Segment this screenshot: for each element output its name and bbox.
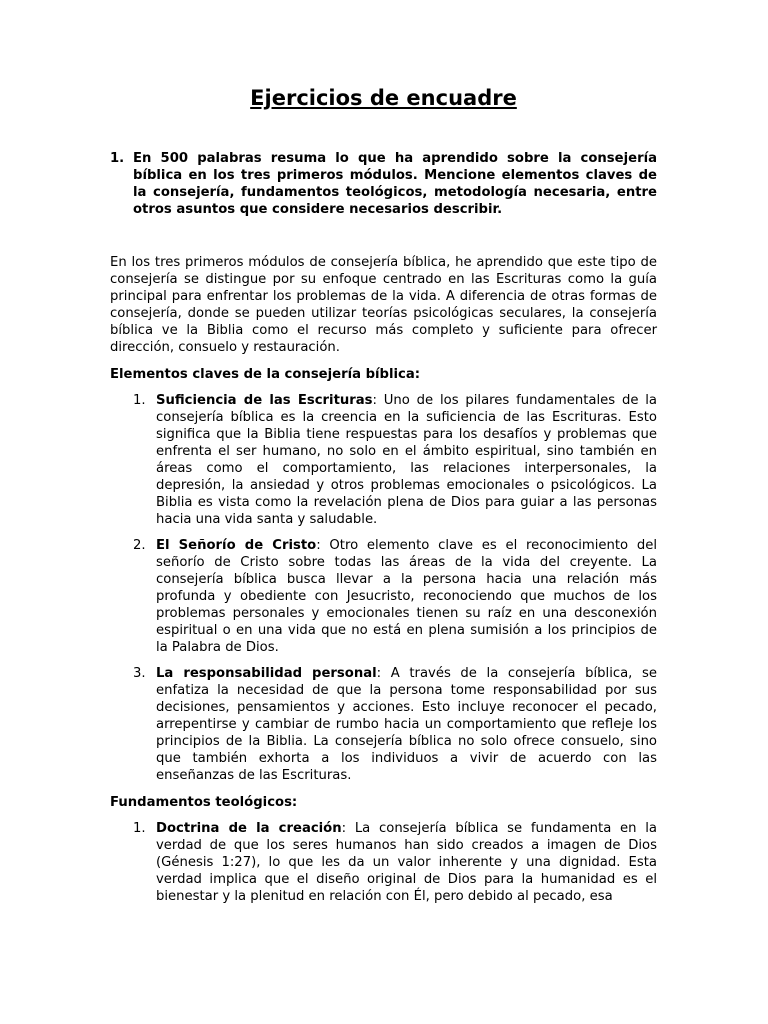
- intro-paragraph: En los tres primeros módulos de consejería bíblica, he aprendido que este tipo de consejería se distingue por su enfoque centrado en las Escrituras como la guía principal para enfrentar los problemas de la vida. A diferencia de otras formas de consejería, donde se pueden utilizar teorías psicológicas seculares, la consejería bíblica ve la Biblia como el recurso más completo y suficiente para ofrecer dirección, consuelo y restauración.: [110, 255, 657, 355]
- elements-list: [110, 392, 657, 784]
- document-title: Ejercicios de encuadre: [250, 86, 517, 110]
- list-item: [110, 665, 657, 784]
- list-item-term: La responsabilidad personal: [156, 666, 377, 681]
- elements-heading: Elementos claves de la consejería bíblica:: [110, 367, 421, 382]
- list-item-text: : Otro elemento clave es el reconocimiento del señorío de Cristo sobre todas las áreas de la vida del creyente. La consejería bíblica busca llevar a la persona hacia una relación más profunda y obediente con Jesucristo, reconociendo que muchos de los problemas personales y emocionales tienen su raíz en una desconexión espiritual o en una vida que no está en plena sumisión a los principios de la Palabra de Dios.: [156, 538, 658, 655]
- question-list: [110, 150, 657, 218]
- list-item: [110, 392, 657, 528]
- list-item-number: 1.: [133, 821, 146, 836]
- list-item-number: 2.: [133, 538, 146, 553]
- list-item-text: : A través de la consejería bíblica, se enfatiza la necesidad de que la persona tome responsabilidad por sus decisiones, pensamientos y acciones. Esto incluye reconocer el pecado, arrepentirse y cambiar de rumbo hacia un comportamiento que refleje los principios de la Biblia. La consejería bíblica no solo ofrece consuelo, sino que también exhorta a los individuos a vivir de acuerdo con las enseñanzas de las Escrituras.: [156, 666, 657, 783]
- foundations-list: [110, 820, 657, 905]
- document-page: [110, 84, 657, 914]
- list-item-number: 1.: [133, 393, 146, 408]
- list-item-text: : La consejería bíblica se fundamenta en la verdad de que los seres humanos han sido creados a imagen de Dios (Génesis 1:27), lo que les da un valor inherente y una dignidad. Esta verdad implica que el diseño original de Dios para la humanidad es el bienestar y la plenitud en relación con Él, pero debido al pecado, esa: [156, 821, 658, 904]
- question-text: En 500 palabras resuma lo que ha aprendido sobre la consejería bíblica en los tres primeros módulos. Mencione elementos claves de la consejería, fundamentos teológicos, metodología necesaria, entre otros asuntos que considere necesarios describir.: [133, 151, 657, 217]
- list-item-number: 3.: [133, 666, 146, 681]
- list-item: [110, 820, 657, 905]
- question-item: [110, 150, 657, 218]
- list-item: [110, 537, 657, 656]
- list-item-term: El Señorío de Cristo: [156, 538, 317, 553]
- question-number: 1.: [110, 151, 125, 166]
- list-item-term: Suficiencia de las Escrituras: [156, 393, 373, 408]
- list-item-text: : Uno de los pilares fundamentales de la consejería bíblica es la creencia en la suficiencia de las Escrituras. Esto significa que la Biblia tiene respuestas para los desafíos y problemas que enfrenta el ser humano, no solo en el ámbito espiritual, sino también en áreas como el comportamiento, las relaciones interpersonales, la depresión, la ansiedad y otros problemas emocionales o psicológicos. La Biblia es vista como la revelación plena de Dios para guiar a las personas hacia una vida santa y saludable.: [156, 393, 657, 527]
- list-item-term: Doctrina de la creación: [156, 821, 342, 836]
- foundations-heading: Fundamentos teológicos:: [110, 795, 298, 810]
